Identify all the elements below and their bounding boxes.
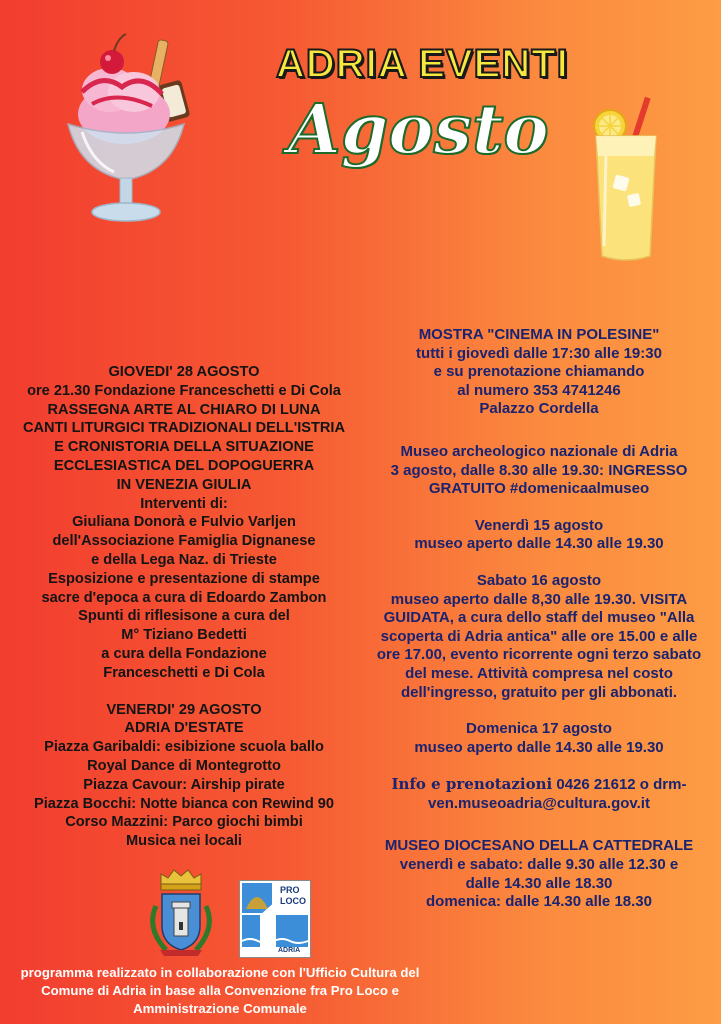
text-line: Franceschetti e Di Cola bbox=[103, 664, 265, 681]
museo-archeologico-block bbox=[366, 443, 712, 499]
museo-diocesano-block bbox=[366, 837, 712, 911]
left-column bbox=[0, 363, 368, 851]
info-line bbox=[366, 775, 712, 795]
text-line: dell'ingresso, gratuito per gli abbonati. bbox=[400, 683, 678, 701]
text-line: Piazza Bocchi: Notte bianca con Rewind 90 bbox=[33, 795, 335, 812]
text-line: Corso Mazzini: Parco giochi bimbi bbox=[65, 814, 303, 831]
text-line: ore 21.30 Fondazione Franceschetti e Di Cola bbox=[27, 382, 341, 399]
text-line: GUIDATA, a cura dello staff del museo "Alla bbox=[383, 609, 695, 627]
text-line: e della Lega Naz. di Trieste bbox=[91, 551, 277, 568]
text-line: ADRIA D'ESTATE bbox=[124, 720, 244, 737]
text-line: Palazzo Cordella bbox=[479, 400, 599, 418]
footer-line: programma realizzato in collaborazione con l'Ufficio Cultura del bbox=[20, 965, 420, 980]
pro-loco-adria-text: ADRIA bbox=[278, 947, 301, 954]
info-prenotazioni-block bbox=[366, 775, 712, 813]
email-link[interactable]: ven.museoadria@cultura.gov.it bbox=[428, 794, 650, 812]
text-line: Venerdì 15 agosto bbox=[474, 516, 604, 534]
text-line: 3 agosto, dalle 8.30 alle 19.30: INGRESSO bbox=[390, 461, 688, 479]
text-line: Domenica 17 agosto bbox=[466, 720, 612, 738]
text-line: RASSEGNA ARTE AL CHIARO DI LUNA bbox=[47, 401, 321, 418]
event-28-agosto bbox=[0, 363, 368, 683]
text-line: del mese. Attività compresa nel costo bbox=[405, 664, 673, 682]
text-line: Musica nei locali bbox=[126, 833, 242, 850]
info-label: Info e prenotazioni bbox=[391, 775, 553, 794]
text-line: Piazza Cavour: Airship pirate bbox=[83, 776, 285, 793]
text-line: Giuliana Donorà e Fulvio Varljen bbox=[72, 514, 296, 531]
text-line: sacre d'epoca a cura di Edoardo Zambon bbox=[41, 589, 327, 606]
info-contact: 0426 21612 o drm- bbox=[552, 776, 687, 794]
footer-line: Comune di Adria in base alla Convenzione fra Pro Loco e bbox=[41, 983, 399, 998]
text-line: VENERDI' 29 AGOSTO bbox=[106, 701, 262, 718]
text-line: tutti i giovedì dalle 17:30 alle 19:30 bbox=[416, 344, 662, 362]
text-line: ECCLESIASTICA DEL DOPOGUERRA bbox=[53, 457, 315, 474]
text-line: Sabato 16 agosto bbox=[476, 571, 602, 589]
text-line: museo aperto dalle 14.30 alle 19.30 bbox=[414, 535, 664, 553]
text-line: ore 17.00, evento ricorrente ogni terzo sabato bbox=[376, 646, 702, 664]
lemonade-glass-icon bbox=[588, 96, 668, 266]
text-line: scoperta di Adria antica" alle ore 15.00 e alle bbox=[380, 627, 698, 645]
text-line: Spunti di riflesisone a cura del bbox=[78, 608, 290, 625]
page-title: ADRIA EVENTI bbox=[276, 42, 569, 86]
text-line: dell'Associazione Famiglia Dignanese bbox=[52, 533, 316, 550]
text-line: a cura della Fondazione bbox=[101, 645, 267, 662]
text-line: Interventi di: bbox=[140, 495, 228, 512]
footer-line: Amministrazione Comunale bbox=[133, 1001, 307, 1016]
text-line: GRATUITO #domenicaalmuseo bbox=[428, 480, 650, 498]
text-line: CANTI LITURGICI TRADIZIONALI DELL'ISTRIA bbox=[22, 420, 346, 437]
text-line: Museo archeologico nazionale di Adria bbox=[400, 442, 678, 460]
text-line: domenica: dalle 14.30 alle 18.30 bbox=[426, 893, 652, 911]
text-line: M° Tiziano Bedetti bbox=[121, 627, 247, 644]
text-line: museo aperto dalle 8,30 alle 19.30. VISITA bbox=[390, 590, 688, 608]
text-line: dalle 14.30 alle 18.30 bbox=[465, 874, 613, 892]
text-line: MUSEO DIOCESANO DELLA CATTEDRALE bbox=[384, 837, 694, 855]
page-subtitle: Agosto bbox=[288, 90, 549, 170]
pro-loco-logo bbox=[239, 880, 311, 958]
text-line: museo aperto dalle 14.30 alle 19.30 bbox=[414, 738, 664, 756]
text-line: al numero 353 4741246 bbox=[457, 381, 621, 399]
pro-loco-text: LOCO bbox=[280, 896, 306, 906]
text-line: e su prenotazione chiamando bbox=[433, 363, 645, 381]
text-line: MOSTRA "CINEMA IN POLESINE" bbox=[418, 326, 660, 343]
pro-loco-text: PRO bbox=[280, 885, 300, 895]
footer-credits bbox=[0, 964, 440, 1018]
coat-of-arms-icon bbox=[146, 866, 216, 958]
text-line: Piazza Garibaldi: esibizione scuola ballo bbox=[44, 739, 324, 756]
text-line: GIOVEDI' 28 AGOSTO bbox=[108, 364, 260, 380]
ice-cream-sundae-icon bbox=[62, 32, 192, 232]
right-column bbox=[366, 326, 712, 912]
event-29-agosto bbox=[0, 701, 368, 851]
text-line: E CRONISTORIA DELLA SITUAZIONE bbox=[54, 439, 314, 456]
museo-15-agosto-block bbox=[366, 517, 712, 554]
museo-16-agosto-block bbox=[366, 572, 712, 702]
text-line: Royal Dance di Montegrotto bbox=[87, 757, 281, 774]
museo-17-agosto-block bbox=[366, 720, 712, 757]
text-line: IN VENEZIA GIULIA bbox=[116, 476, 252, 493]
text-line: venerdì e sabato: dalle 9.30 alle 12.30 e bbox=[399, 856, 679, 874]
text-line: Esposizione e presentazione di stampe bbox=[48, 570, 320, 587]
mostra-cinema-block bbox=[366, 326, 712, 419]
